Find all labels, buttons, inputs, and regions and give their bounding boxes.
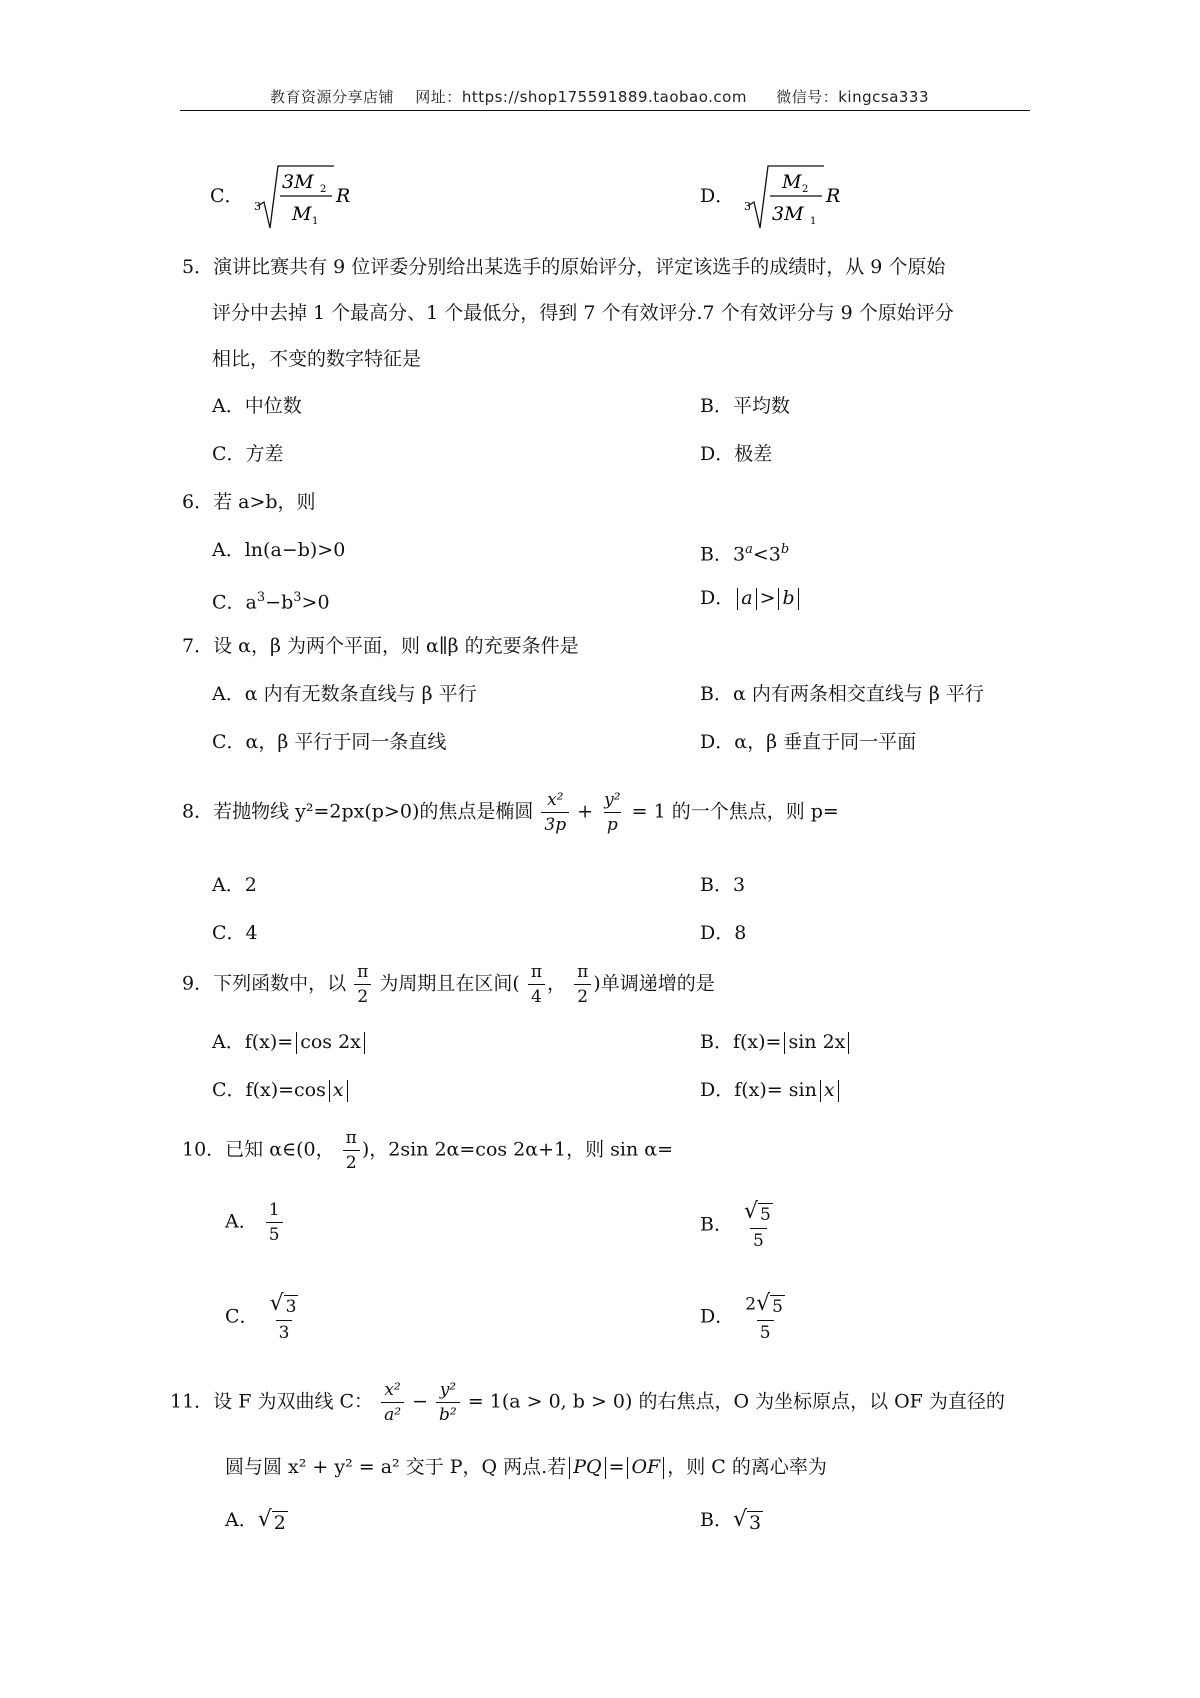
q7-option-a: A．α 内有无数条直线与 β 平行 xyxy=(212,683,477,705)
q4-d-index: 3 xyxy=(744,200,752,213)
q11-stem: 11．设 F 为双曲线 C： $\frac{\text{x²}}{\text{a²}}$ − $\frac{\text{y²}}{\text{b²}}$ = 1(a > 0, b > 0) 的右焦点，O 为坐标原点，以 OF 为直径的 xyxy=(170,1380,1005,1425)
q5-line3: 相比，不变的数字特征是 xyxy=(212,348,422,370)
q8-option-c: C．4 xyxy=(212,922,258,944)
q10-option-d: D． 2 √ 5 5 xyxy=(700,1291,783,1343)
q5-option-a: A．中位数 xyxy=(212,395,302,417)
header-wechat-label: 微信号： xyxy=(776,88,839,106)
q6-stem: 6．若 a>b，则 xyxy=(182,491,316,513)
q9-option-c: C．f(x)=cos x xyxy=(212,1078,351,1102)
header-site-label: 网址： xyxy=(415,88,462,106)
q4-option-d xyxy=(700,162,852,232)
header-rule xyxy=(180,110,1030,111)
q4-d-denominator: 3M xyxy=(772,203,804,225)
q4-c-radical xyxy=(252,162,362,232)
q8-post: = 1 的一个焦点，则 p= xyxy=(631,800,839,823)
q11-fraction-2: $\frac{\text{y²}}{\text{b²}}$ xyxy=(436,1380,460,1425)
q7-option-d: D．α，β 垂直于同一平面 xyxy=(700,731,917,753)
q11-fraction-1: $\frac{\text{x²}}{\text{a²}}$ xyxy=(381,1380,404,1425)
q5-option-b: B．平均数 xyxy=(700,395,790,417)
q6-option-a: A．ln(a−b)>0 xyxy=(212,539,346,561)
q11-option-a: A． √ 2 xyxy=(225,1507,286,1534)
q9-option-a: A．f(x)= cos 2x xyxy=(212,1030,368,1054)
q8-option-d: D．8 xyxy=(700,922,747,944)
svg-text:1: 1 xyxy=(311,216,318,227)
q4-d-r: R xyxy=(826,185,841,207)
q4-d-radical xyxy=(742,162,852,232)
q4-c-index: 3 xyxy=(253,200,261,213)
q9-option-b: B．f(x)= sin 2x xyxy=(700,1030,852,1054)
q5-line1: 5．演讲比赛共有 9 位评委分别给出某选手的原始评分，评定该选手的成绩时，从 9 个原始 xyxy=(182,256,946,278)
q6-option-d: D． a > b xyxy=(700,586,802,610)
q9-period-fraction: $\frac{\pi}{2}$ xyxy=(354,962,371,1007)
page-header xyxy=(270,86,929,107)
q6-option-c: C．$a^3-b^3>0$ xyxy=(212,590,330,614)
q10-stem: 10．已知 α∈(0， $\frac{\pi}{2}$ )，2sin 2α=cos 2α+1，则 sin α= xyxy=(182,1128,673,1173)
header-shop: 教育资源分享店铺 xyxy=(270,88,395,106)
header-wechat-id: kingcsa333 xyxy=(838,88,930,106)
q11-option-b: B． √ 3 xyxy=(700,1507,762,1534)
q4-option-c xyxy=(210,162,362,232)
q6-option-b: B．$3^a<3^b$ xyxy=(700,542,790,566)
q8-option-b: B．3 xyxy=(700,874,746,896)
q10-option-b: B． √ 5 5 xyxy=(700,1199,771,1251)
q8-pre: 8．若抛物线 y²=2px(p>0)的焦点是椭圆 xyxy=(182,800,534,823)
q10-option-a: A． $\frac{1}{5}$ xyxy=(225,1200,285,1245)
q7-option-c: C．α，β 平行于同一条直线 xyxy=(212,731,447,753)
q4-c-r: R xyxy=(335,185,350,207)
q8-fraction-1: $\frac{\text{x²}}{3p}$ xyxy=(541,790,569,835)
q8-option-a: A．2 xyxy=(212,874,257,896)
q4-c-numerator: 3M xyxy=(281,171,314,193)
q9-interval-left: $\frac{\pi}{4}$ xyxy=(528,962,545,1007)
q9-option-d: D．f(x)= sin x xyxy=(700,1078,842,1102)
q5-option-c: C．方差 xyxy=(212,443,284,465)
q9-interval-right: $\frac{\pi}{2}$ xyxy=(574,962,591,1007)
q4-d-label: D． xyxy=(700,185,735,207)
svg-text:2: 2 xyxy=(802,184,809,195)
q4-d-numerator: M xyxy=(782,171,802,193)
header-site-url[interactable]: https://shop175591889.taobao.com xyxy=(461,88,747,106)
q8-fraction-2: $\frac{\text{y²}}{p}$ xyxy=(604,790,621,835)
svg-text:1: 1 xyxy=(810,216,817,227)
q5-option-d: D．极差 xyxy=(700,443,773,465)
q7-stem: 7．设 α，β 为两个平面，则 α∥β 的充要条件是 xyxy=(182,635,579,657)
q4-c-denominator: M xyxy=(291,203,312,225)
q10-fraction: $\frac{\pi}{2}$ xyxy=(343,1128,360,1173)
q7-option-b: B．α 内有两条相交直线与 β 平行 xyxy=(700,683,984,705)
q9-stem: 9．下列函数中，以 $\frac{\pi}{2}$ 为周期且在区间( $\frac{\pi}{4}$ ， $\frac{\pi}{2}$ )单调递增的是 xyxy=(182,962,715,1007)
q11-line2: 圆与圆 x² + y² = a² 交于 P，Q 两点.若 PQ = OF ，则 C 的离心率为 xyxy=(225,1456,827,1478)
q4-c-label: C． xyxy=(210,185,244,207)
q5-line2: 评分中去掉 1 个最高分、1 个最低分，得到 7 个有效评分.7 个有效评分与 9 个原始评分 xyxy=(212,302,954,324)
svg-text:2: 2 xyxy=(319,184,326,195)
q10-option-c: C． √ 3 3 xyxy=(225,1291,297,1343)
q8-stem: 8．若抛物线 y²=2px(p>0)的焦点是椭圆 $\frac{\text{x²}}{3p}$ + $\frac{\text{y²}}{p}$ = 1 的一个焦点，则 p= xyxy=(182,790,839,835)
